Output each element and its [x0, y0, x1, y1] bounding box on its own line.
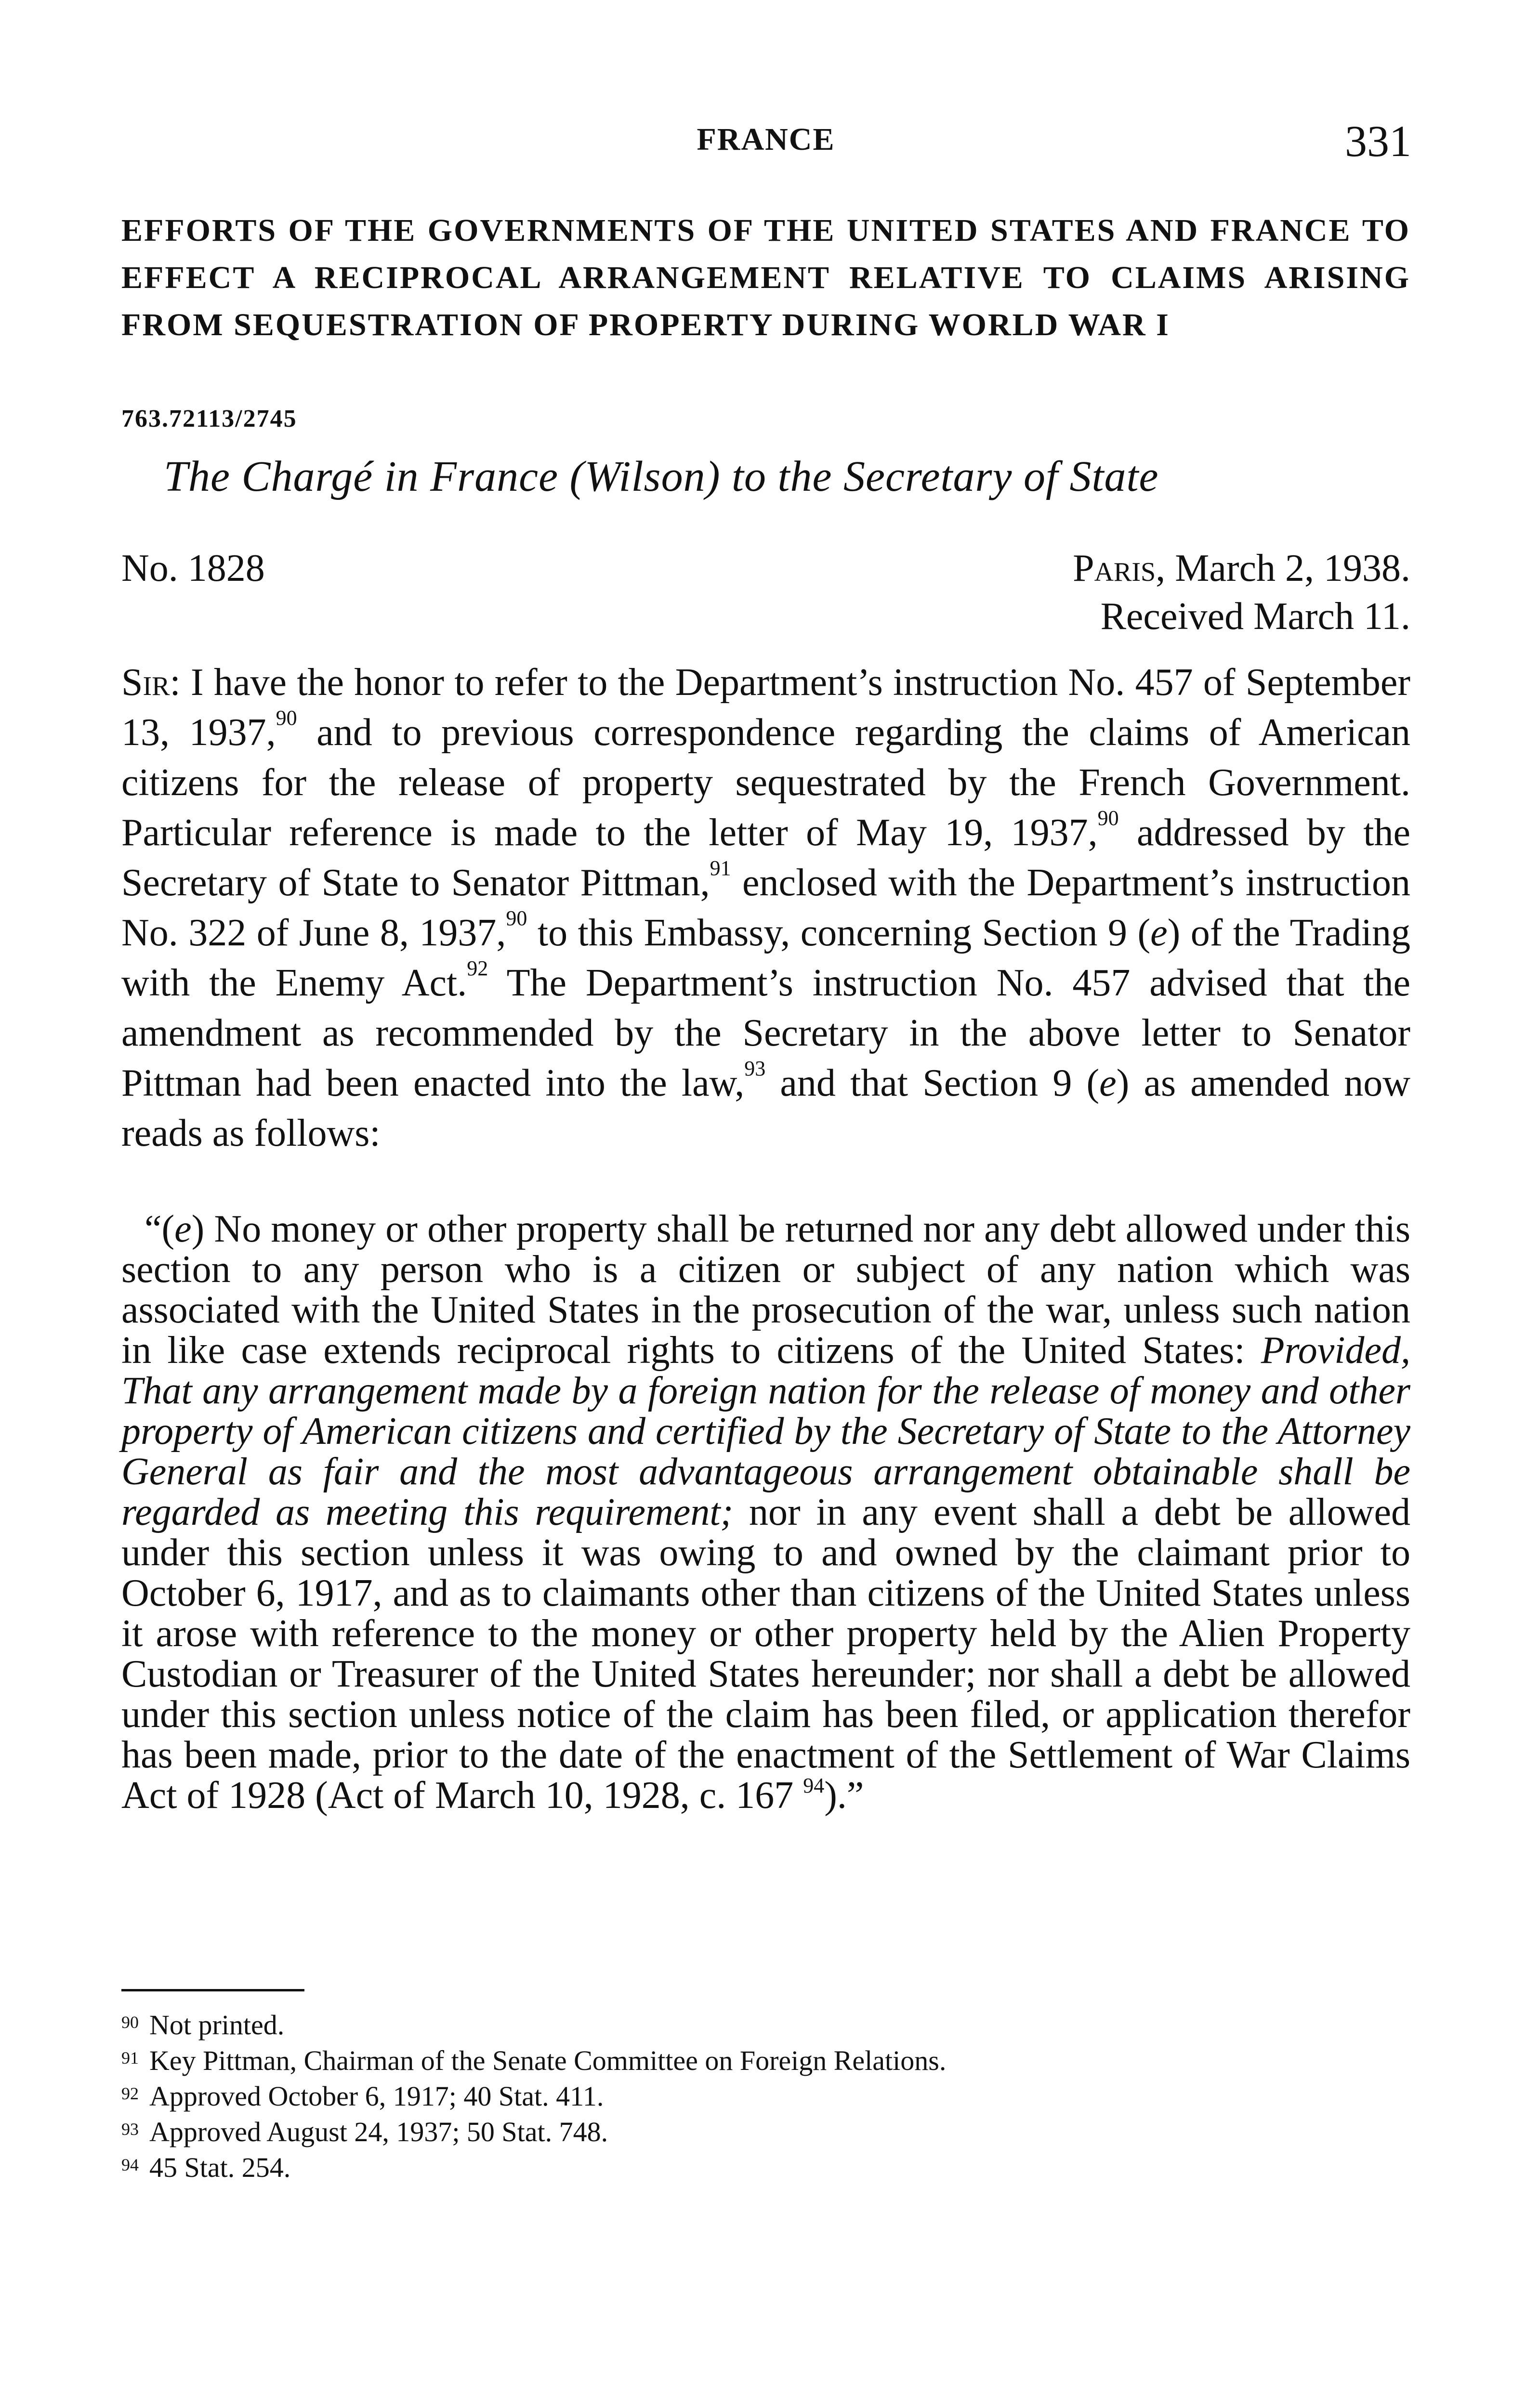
footnote-ref: 90 [506, 906, 527, 930]
footnote-text: Key Pittman, Chairman of the Senate Committee on Foreign Relations. [149, 2045, 947, 2076]
body-text-run: addressed by the Secretary of State to Senator Pittman, [121, 811, 1410, 904]
subsection-letter: e [1150, 912, 1168, 954]
footnote-label: 90 [121, 2013, 139, 2032]
footnote [121, 2043, 1410, 2079]
dateline-place: Paris, [1073, 547, 1166, 589]
running-head [120, 117, 1411, 174]
quote-text-run: ).” [824, 1774, 864, 1817]
file-number: 763.72113/2745 [121, 405, 297, 432]
footnote-label: 94 [121, 2155, 139, 2174]
footnote-label: 91 [121, 2048, 139, 2068]
footnote-divider [121, 1989, 304, 1991]
salutation: Sir: [121, 661, 181, 704]
subsection-letter: e [174, 1208, 192, 1250]
body-text-run: and that Section 9 ( [765, 1062, 1100, 1104]
body-text-run: The Department’s instruction No. 457 advised that the amendment as recommended by the Secretary in the above letter to Senator Pittman had been enacted into the law, [121, 962, 1411, 1104]
footnote [121, 2150, 1410, 2186]
quote-text-run: ) No money or other property shall be returned nor any debt allowed under this section to any person who is a citizen or subject of any nation which was associated with the United States in the prosecution of the war, unless such nation in like case extends reciprocal rights to citizens of the United States: [121, 1208, 1410, 1372]
footnote-ref: 90 [1097, 806, 1119, 830]
body-text-run: I have the honor to refer to the Department’s instruction No. 457 of September 13, 1937, [121, 661, 1410, 754]
body-text-run: ) as amended now reads as follows: [121, 1062, 1410, 1154]
quote-text-run: “( [145, 1208, 175, 1250]
footnote-label: 93 [121, 2120, 139, 2139]
dateline-received: Received March 11. [1100, 595, 1410, 638]
dateline [1073, 544, 1410, 641]
footnote-text: Not printed. [149, 2009, 285, 2041]
footnote [121, 2079, 1410, 2114]
dateline-date: March 2, 1938. [1175, 547, 1410, 589]
footnote-label: 92 [121, 2084, 139, 2103]
quote-proviso: Provided, That any arrangement made by a foreign nation for the release of money and other property of American citizens and certified by the Secretary of State to the Attorney General as fair and the most advantageous arrangement obtainable shall be regarded as meeting this requirement; [121, 1329, 1410, 1533]
footnotes [121, 2007, 1410, 2186]
footnote-ref: 91 [710, 856, 731, 880]
footnote-text: 45 Stat. 254. [149, 2152, 291, 2183]
document-number: No. 1828 [121, 547, 265, 589]
body-text-run: and to previous correspondence regarding the claims of American citizens for the release of property sequestrated by the French Government. Particular reference is made to the letter of May 19, 1937, [121, 711, 1410, 854]
footnote-text: Approved August 24, 1937; 50 Stat. 748. [149, 2116, 608, 2147]
footnote-ref: 92 [467, 956, 488, 980]
page-number: 331 [1345, 117, 1411, 166]
body-text-run: to this Embassy, concerning Section 9 ( [527, 912, 1151, 954]
footnote-ref: 94 [803, 1774, 825, 1797]
running-title: FRANCE [697, 122, 835, 157]
footnote-text: Approved October 6, 1917; 40 Stat. 411. [149, 2081, 604, 2112]
footnote [121, 2114, 1410, 2150]
quote-text-run: nor in any event shall a debt be allowed under this section unless it was owing to and owned by the claimant prior to October 6, 1917, and as to claimants other than citizens of the United States unless it arose with reference to the money or other property held by the Alien Property Custodian or Treasurer of the United States hereunder; nor shall a debt be allowed under this section unless notice of the claim has been filed, or application therefor has been made, prior to the date of the enactment of the Settlement of War Claims Act of 1928 (Act of March 10, 1928, c. 167 [121, 1491, 1410, 1817]
letter-body [121, 657, 1410, 1158]
section-heading: EFFORTS OF THE GOVERNMENTS OF THE UNITED STATES AND FRANCE TO EFFECT A RECIPROCAL ARRANGEMENT RELATIVE TO CLAIMS ARISING FROM SEQUESTRATION OF PROPERTY DURING WORLD WAR I [121, 213, 1410, 342]
footnote [121, 2007, 1410, 2043]
subsection-letter: e [1099, 1062, 1117, 1104]
footnote-ref: 90 [276, 706, 297, 730]
quoted-statute [121, 1209, 1410, 1816]
footnote-ref: 93 [744, 1057, 766, 1080]
body-text-run: ) of the Trading with the Enemy Act. [121, 912, 1410, 1004]
quote-paragraph [121, 1209, 1410, 1816]
body-text-run: enclosed with the Department’s instruction No. 322 of June 8, 1937, [121, 862, 1410, 954]
dateline-sent [1073, 544, 1410, 592]
body-paragraph [121, 657, 1410, 1158]
document-title: The Chargé in France (Wilson) to the Secretary of State [164, 453, 1159, 500]
